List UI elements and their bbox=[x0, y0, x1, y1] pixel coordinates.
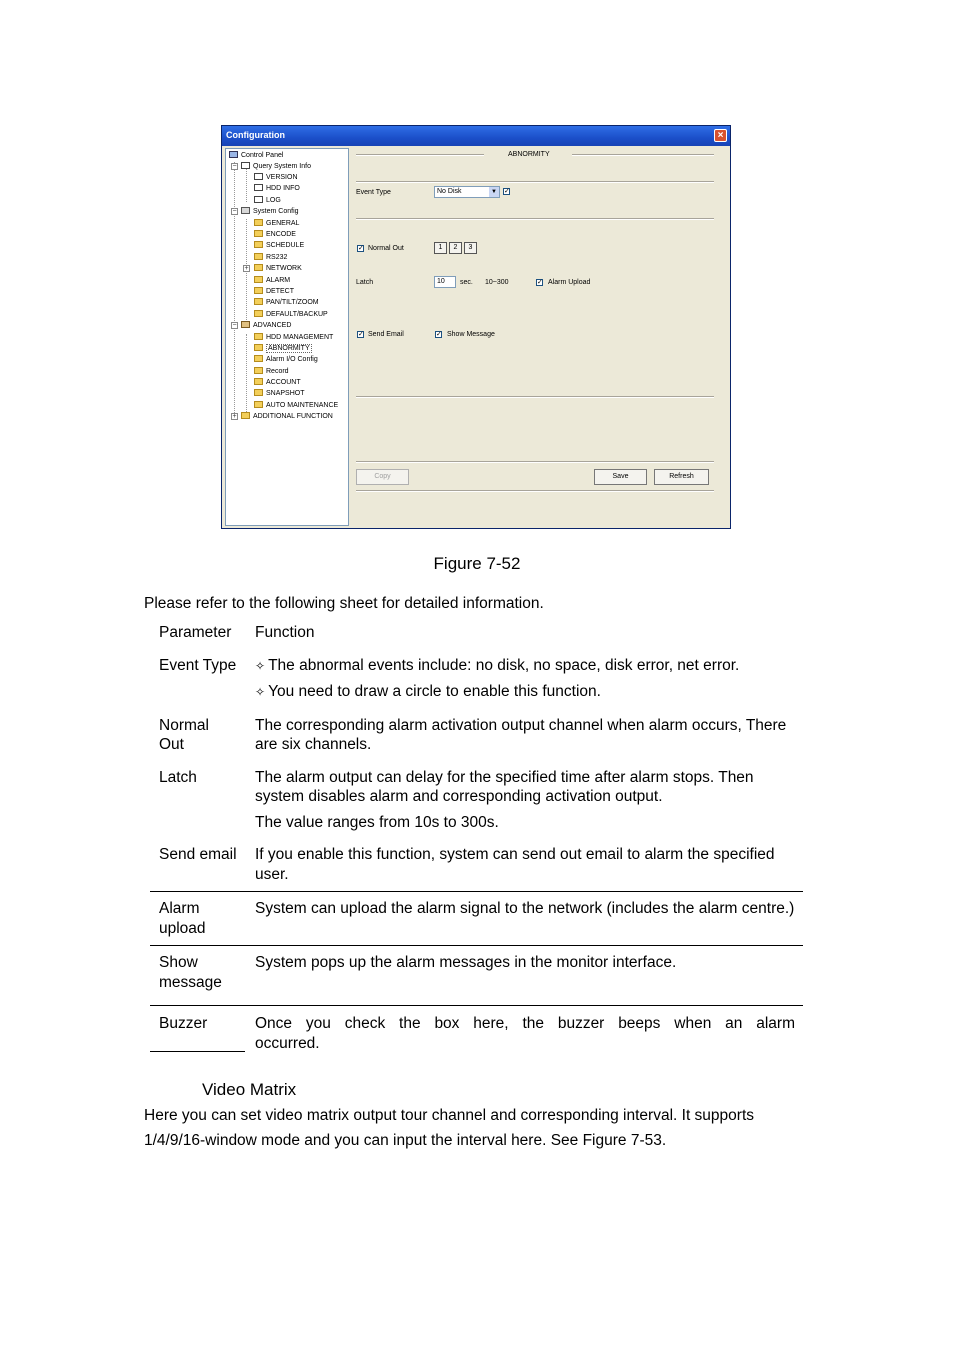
body-line-2: 1/4/9/16-window mode and you can input the interval here. See Figure 7-53. bbox=[144, 1132, 667, 1149]
folder-icon bbox=[254, 310, 263, 317]
folder-icon bbox=[254, 355, 263, 362]
channel-3-button[interactable]: 3 bbox=[464, 242, 477, 254]
section-title: ABNORMITY bbox=[508, 151, 550, 158]
folder-icon bbox=[254, 219, 263, 226]
channel-2-button[interactable]: 2 bbox=[449, 242, 462, 254]
table-row bbox=[150, 762, 803, 840]
title-bar[interactable] bbox=[222, 126, 730, 146]
divider bbox=[356, 181, 714, 183]
save-button[interactable]: Save bbox=[594, 469, 647, 485]
divider bbox=[356, 490, 714, 492]
latch-label: Latch bbox=[356, 279, 374, 286]
latch-range: 10~300 bbox=[485, 279, 509, 286]
table-row bbox=[150, 892, 803, 946]
body-line-1: Here you can set video matrix output tour channel and corresponding interval. It supports bbox=[144, 1107, 755, 1124]
func-latch: The alarm output can delay for the specified time after alarm stops. Then system disables alarm and corresponding activation output. The value ranges from 10s to 300s. bbox=[255, 768, 754, 831]
tree-item-default-backup[interactable]: DEFAULT/BACKUP bbox=[254, 310, 328, 319]
param-buzzer: Buzzer bbox=[150, 1006, 246, 1061]
parameter-table bbox=[150, 617, 803, 1060]
param-latch: Latch bbox=[159, 768, 197, 786]
tree-item-snapshot[interactable]: SNAPSHOT bbox=[254, 389, 305, 398]
expand-icon[interactable]: + bbox=[244, 265, 249, 272]
divider bbox=[356, 154, 484, 156]
folder-icon bbox=[254, 389, 263, 396]
event-type-select[interactable]: No Disk ▼ bbox=[434, 186, 500, 198]
folder-icon bbox=[254, 241, 263, 248]
folder-icon bbox=[254, 333, 263, 340]
configuration-window bbox=[221, 125, 731, 529]
expand-icon[interactable]: + bbox=[232, 413, 237, 420]
tree-item-encode[interactable]: ENCODE bbox=[254, 230, 296, 239]
tree-item-schedule[interactable]: SCHEDULE bbox=[254, 241, 304, 250]
param-normal-out: Normal Out bbox=[159, 716, 209, 753]
advanced-icon bbox=[241, 321, 250, 328]
tree-item-advanced[interactable]: ADVANCED bbox=[241, 321, 291, 330]
tree-item-hdd-info[interactable]: HDD INFO bbox=[254, 184, 300, 193]
collapse-icon[interactable]: − bbox=[232, 208, 237, 215]
param-event-type: Event Type bbox=[159, 656, 237, 674]
copy-button[interactable]: Copy bbox=[356, 469, 409, 485]
bullet-icon: ✧ bbox=[255, 658, 266, 673]
header-parameter: Parameter bbox=[159, 624, 232, 641]
collapse-icon[interactable]: − bbox=[232, 163, 237, 170]
table-row bbox=[150, 650, 803, 710]
tree-item-alarm-io-config[interactable]: Alarm I/O Config bbox=[254, 355, 318, 364]
event-enable-checkbox[interactable]: ✓ bbox=[504, 188, 510, 195]
folder-icon bbox=[254, 401, 263, 408]
show-message-label: Show Message bbox=[447, 331, 495, 338]
folder-icon bbox=[254, 230, 263, 237]
tree-item-auto-maintenance[interactable]: AUTO MAINTENANCE bbox=[254, 401, 338, 410]
folder-icon bbox=[254, 276, 263, 283]
folder-icon bbox=[254, 367, 263, 374]
table-row bbox=[150, 839, 803, 892]
func-normal-out: The corresponding alarm activation output channel when alarm occurs, There are six channels. bbox=[255, 716, 787, 753]
tree-item-general[interactable]: GENERAL bbox=[254, 219, 299, 228]
func-alarm-upload: System can upload the alarm signal to the network (includes the alarm centre.) bbox=[246, 892, 803, 946]
tree-item-detect[interactable]: DETECT bbox=[254, 287, 294, 296]
alarm-upload-label: Alarm Upload bbox=[548, 279, 591, 286]
tree-item-record[interactable]: Record bbox=[254, 367, 289, 376]
folder-icon bbox=[254, 253, 263, 260]
close-icon[interactable]: × bbox=[714, 129, 727, 142]
normal-out-checkbox[interactable]: ✓ bbox=[358, 245, 364, 252]
tree-item-rs232[interactable]: RS232 bbox=[254, 253, 287, 262]
document-icon bbox=[254, 173, 263, 180]
alarm-upload-checkbox[interactable]: ✓ bbox=[537, 279, 543, 286]
collapse-icon[interactable]: − bbox=[232, 322, 237, 329]
table-row bbox=[150, 710, 803, 762]
tree-item-pan-tilt-zoom[interactable]: PAN/TILT/ZOOM bbox=[254, 298, 319, 307]
folder-icon bbox=[254, 287, 263, 294]
param-send-email: Send email bbox=[159, 846, 237, 863]
tree-item-alarm[interactable]: ALARM bbox=[254, 276, 290, 285]
tree-item-network[interactable]: NETWORK bbox=[254, 264, 302, 273]
table-header-row bbox=[150, 617, 803, 650]
folder-icon bbox=[254, 378, 263, 385]
event-type-label: Event Type bbox=[356, 189, 391, 196]
tree-item-system-config[interactable]: System Config bbox=[241, 207, 299, 216]
tree-item-log[interactable]: LOG bbox=[254, 196, 281, 205]
send-email-label: Send Email bbox=[368, 331, 404, 338]
divider bbox=[572, 154, 714, 156]
header-function: Function bbox=[255, 624, 315, 641]
normal-out-label: Normal Out bbox=[368, 245, 404, 252]
figure-caption: Figure 7-52 bbox=[433, 554, 521, 573]
func-show-message: System pops up the alarm messages in the monitor interface. bbox=[246, 946, 803, 1006]
divider bbox=[356, 461, 714, 463]
table-row bbox=[150, 946, 803, 1006]
tree-item-additional-function[interactable]: ADDITIONAL FUNCTION bbox=[241, 412, 333, 421]
monitor-icon bbox=[229, 151, 238, 158]
abnormity-panel bbox=[350, 148, 730, 528]
bullet-item: ✧ You need to draw a circle to enable this function. bbox=[255, 683, 601, 700]
chevron-down-icon: ▼ bbox=[489, 187, 499, 197]
section-heading: Video Matrix bbox=[202, 1080, 297, 1099]
tree-item-control-panel[interactable]: Control Panel bbox=[229, 151, 283, 160]
folder-icon bbox=[254, 344, 263, 351]
tree-line bbox=[234, 162, 235, 419]
folder-icon bbox=[254, 298, 263, 305]
refresh-button[interactable]: Refresh bbox=[654, 469, 709, 485]
divider bbox=[356, 218, 714, 220]
intro-text: Please refer to the following sheet for detailed information. bbox=[144, 595, 544, 612]
tree-item-hdd-management[interactable]: HDD MANAGEMENT bbox=[254, 333, 333, 342]
divider bbox=[356, 396, 714, 398]
tree-line bbox=[246, 334, 247, 414]
document-icon bbox=[241, 162, 250, 169]
tree-item-account[interactable]: ACCOUNT bbox=[254, 378, 301, 387]
config-tree bbox=[225, 148, 349, 526]
send-email-checkbox[interactable]: ✓ bbox=[358, 331, 364, 338]
func-buzzer: Once you check the box here, the buzzer beeps when an alarm occurred. bbox=[246, 1006, 803, 1061]
tree-item-query-system-info[interactable]: Query System Info bbox=[241, 162, 311, 171]
bullet-item: ✧ The abnormal events include: no disk, no space, disk error, net error. bbox=[255, 656, 740, 674]
bullet-icon: ✧ bbox=[255, 685, 266, 699]
folder-icon bbox=[254, 264, 263, 271]
latch-unit: sec. bbox=[460, 279, 473, 286]
show-message-checkbox[interactable]: ✓ bbox=[436, 331, 442, 338]
func-event-type bbox=[246, 650, 803, 710]
param-show-message: Show message bbox=[150, 946, 246, 1006]
folder-icon bbox=[241, 412, 250, 419]
channel-1-button[interactable]: 1 bbox=[434, 242, 447, 254]
param-alarm-upload: Alarm upload bbox=[150, 892, 246, 946]
tree-item-version[interactable]: VERSION bbox=[254, 173, 298, 182]
table-row bbox=[150, 1006, 803, 1061]
tree-item-abnormity[interactable]: ABNORMITY bbox=[254, 344, 312, 353]
func-send-email: If you enable this function, system can send out email to alarm the specified user. bbox=[255, 846, 775, 883]
table-end-rule bbox=[150, 1051, 245, 1052]
latch-input[interactable]: 10 bbox=[434, 276, 456, 288]
document-icon bbox=[254, 196, 263, 203]
window-title: Configuration bbox=[226, 130, 285, 140]
config-icon bbox=[241, 207, 250, 214]
document-icon bbox=[254, 184, 263, 191]
